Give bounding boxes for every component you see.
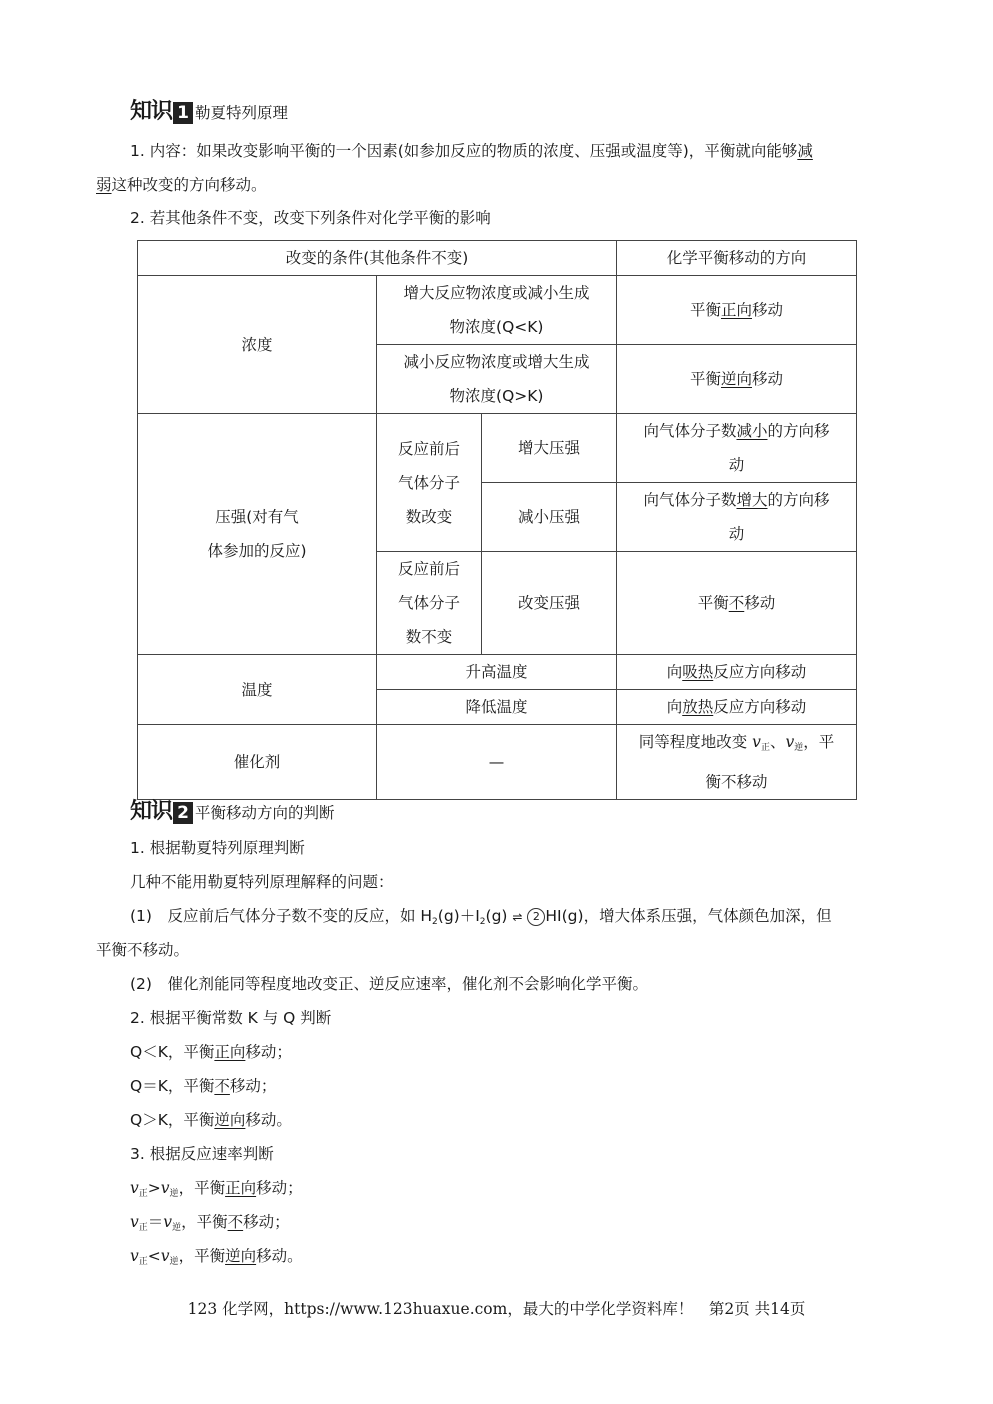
circled-number: 2 [527,908,545,926]
cell-pressure-decrease-direction: 向气体分子数增大的方向移 动 [617,483,857,552]
section-number: 2 [173,802,193,824]
section-word: 知识 [130,799,173,824]
table-row [138,655,857,690]
cell-concentration: 浓度 [138,276,377,414]
rule-q-less-k: Q＜K，平衡正向移动； [130,1043,292,1061]
cell-conc-decrease: 减小反应物浓度或增大生成 物浓度(Q>K) [377,345,617,414]
cell-catalyst-direction: 同等程度地改变 $v_正$、$v_逆$，平 衡不移动 [617,725,857,800]
table-row [138,725,857,800]
rule-v-forward-greater: $v_正>v_逆$，平衡正向移动； [130,1179,303,1199]
cell-pressure-change: 改变压强 [482,552,617,655]
cell-conc-increase: 增大反应物浓度或减小生成 物浓度(Q<K) [377,276,617,345]
header-direction: 化学平衡移动的方向 [617,241,857,276]
section-heading-1 [130,94,288,124]
subsection-2: 2. 根据平衡常数 K 与 Q 判断 [130,1009,332,1027]
cell-temp-up-direction: 向吸热反应方向移动 [617,655,857,690]
rule-v-equal: $v_正=v_逆$，平衡不移动； [130,1213,290,1233]
cell-temperature: 温度 [138,655,377,725]
subsection-1: 1. 根据勒夏特列原理判断 [130,839,305,857]
section-heading-2 [130,794,335,824]
section-number: 1 [173,102,193,124]
rule-q-greater-k: Q＞K，平衡逆向移动。 [130,1111,292,1129]
equilibrium-table [137,240,857,800]
subsection-1-item-1: (1) 反应前后气体分子数不变的反应，如 $H_2(g)+I_2(g)$ ⇌ 2 HI(g)，增大体系压强，气体颜色加深，但 [130,907,832,927]
rule-v-forward-less: $v_正<v_逆$，平衡逆向移动。 [130,1247,303,1267]
cell-conc-increase-direction: 平衡正向移动 [617,276,857,345]
cell-pressure: 压强(对有气 体参加的反应) [138,414,377,655]
cell-catalyst: 催化剂 [138,725,377,800]
cell-temp-down: 降低温度 [377,690,617,725]
section-title: 勒夏特列原理 [195,104,289,122]
cell-pressure-increase-direction: 向气体分子数减小的方向移 动 [617,414,857,483]
page-footer: 123 化学网，https://www.123huaxue.com，最大的中学化学资料库！ 第2页 共14页 [187,1300,806,1318]
rule-q-equal-k: Q＝K，平衡不移动； [130,1077,277,1095]
cell-pressure-increase: 增大压强 [482,414,617,483]
paragraph-item-2: 2. 若其他条件不变，改变下列条件对化学平衡的影响 [130,209,491,227]
paragraph-content-line2: 弱这种改变的方向移动。 [96,176,267,194]
cell-pressure-change-direction: 平衡不移动 [617,552,857,655]
equilibrium-arrow-icon: ⇌ [512,910,523,924]
subsection-1-intro: 几种不能用勒夏特列原理解释的问题： [130,873,394,891]
section-title: 平衡移动方向的判断 [195,804,335,822]
cell-catalyst-condition: — [377,725,617,800]
table-row [138,414,857,483]
table-row [138,276,857,345]
cell-molecules-same: 反应前后 气体分子 数不变 [377,552,482,655]
cell-molecules-change: 反应前后 气体分子 数改变 [377,414,482,552]
section-word: 知识 [130,99,173,124]
header-condition: 改变的条件(其他条件不变) [138,241,617,276]
cell-temp-up: 升高温度 [377,655,617,690]
cell-conc-decrease-direction: 平衡逆向移动 [617,345,857,414]
subsection-3: 3. 根据反应速率判断 [130,1145,274,1163]
cell-temp-down-direction: 向放热反应方向移动 [617,690,857,725]
subsection-1-item-1-line2: 平衡不移动。 [96,941,190,959]
paragraph-content-line1: 1. 内容：如果改变影响平衡的一个因素(如参加反应的物质的浓度、压强或温度等)，平衡就向能够减 [130,142,813,160]
subsection-1-item-2: (2) 催化剂能同等程度地改变正、逆反应速率，催化剂不会影响化学平衡。 [130,975,648,993]
cell-pressure-decrease: 减小压强 [482,483,617,552]
table-header-row [138,241,857,276]
